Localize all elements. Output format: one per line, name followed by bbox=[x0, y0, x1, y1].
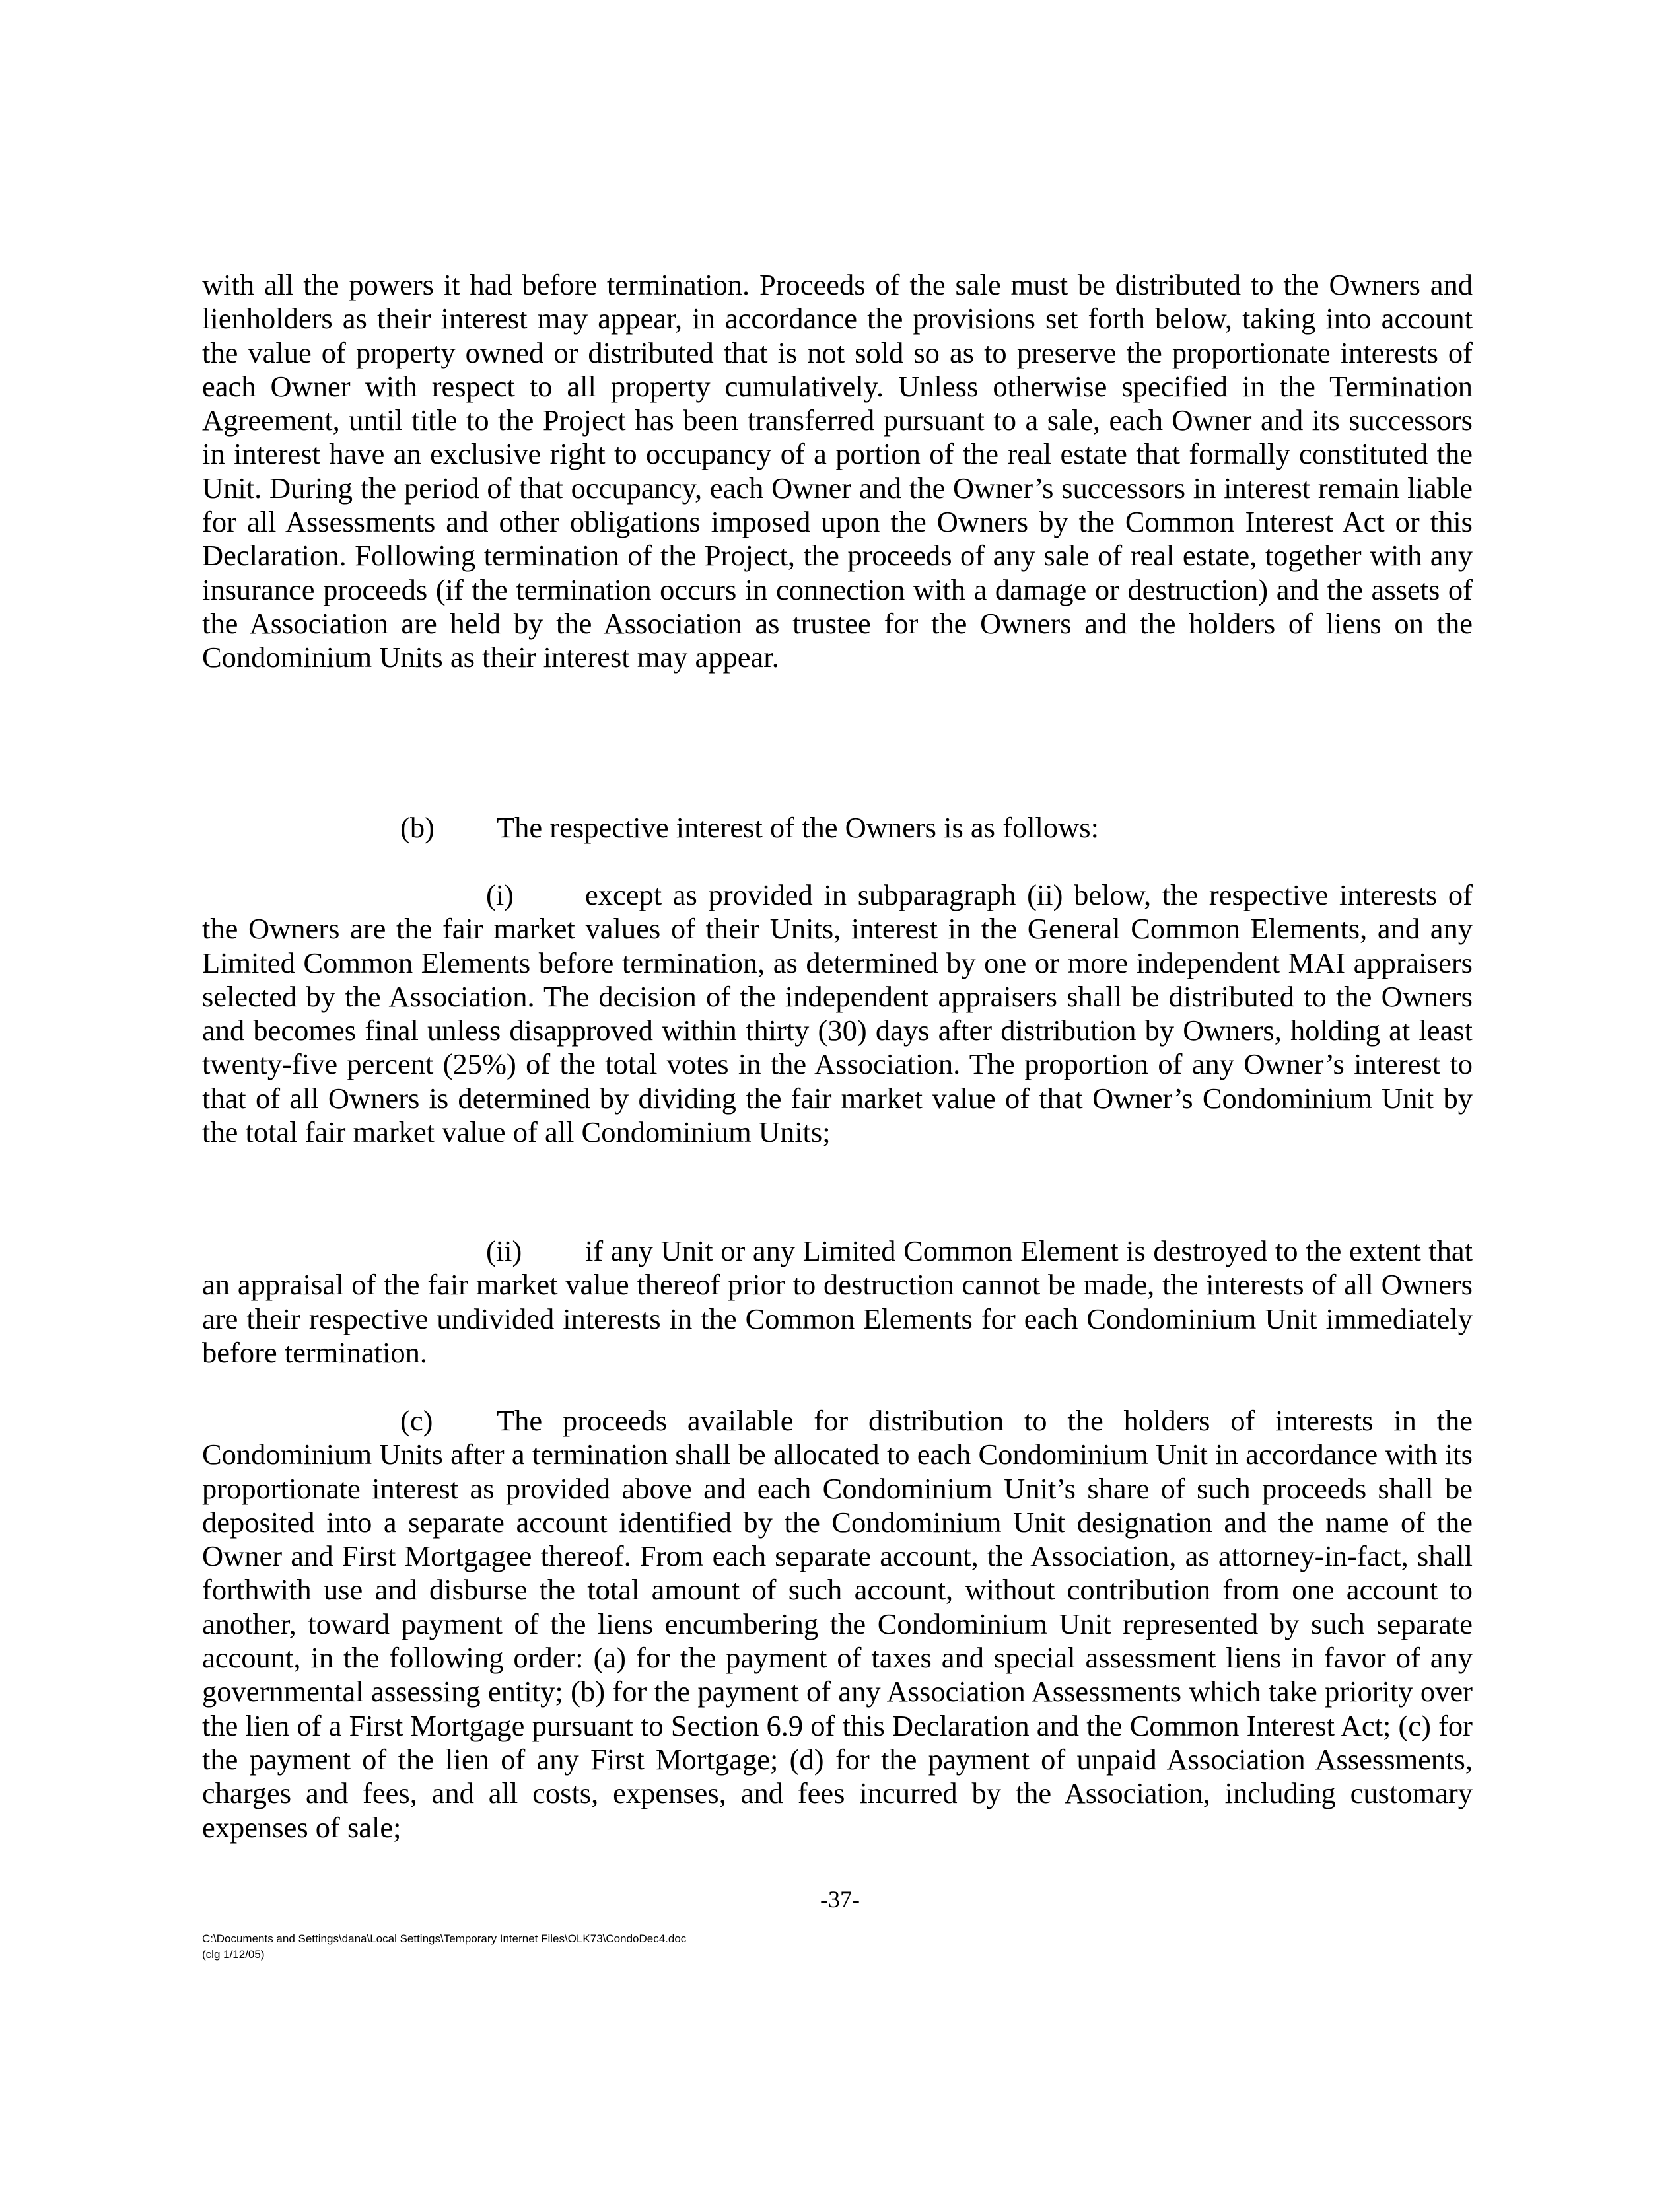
paragraph-b-ii-marker: (ii) bbox=[486, 1234, 522, 1267]
paragraph-b-ii bbox=[202, 1234, 1473, 1370]
paragraph-b-i-text: except as provided in subparagraph (ii) below, the respective interests of the Owners are the fair market values of their Units, interest in the General Common Elements, and any Limited Common Elements before termination, as determined by one or more independent MAI appraisers selected by the Association. The decision of the independent appraisers shall be distributed to the Owners and becomes final unless disapproved within thirty (30) days after distribution by Owners, holding at least twenty-five percent (25%) of the total votes in the Association. The proportion of any Owner’s interest to that of all Owners is determined by dividing the fair market value of that Owner’s Condominium Unit by the total fair market value of all Condominium Units; bbox=[202, 878, 1473, 1149]
paragraph-b-ii-text: if any Unit or any Limited Common Element is destroyed to the extent that an appraisal of the fair market value thereof prior to destruction cannot be made, the interests of all Owners are their respective undivided interests in the Common Elements for each Condominium Unit immediately before termination. bbox=[202, 1234, 1473, 1369]
paragraph-c bbox=[202, 1404, 1473, 1844]
paragraph-b-i bbox=[202, 878, 1473, 1149]
paragraph-b bbox=[202, 811, 1473, 845]
paragraph-continuation: with all the powers it had before termination. Proceeds of the sale must be distributed to the Owners and lienholders as their interest may appear, in accordance the provisions set forth below, taking into account the value of property owned or distributed that is not sold so as to preserve the proportionate interests of each Owner with respect to all property cumulatively. Unless otherwise specified in the Termination Agreement, until title to the Project has been transferred pursuant to a sale, each Owner and its successors in interest have an exclusive right to occupancy of a portion of the real estate that formally constituted the Unit. During the period of that occupancy, each Owner and the Owner’s successors in interest remain liable for all Assessments and other obligations imposed upon the Owners by the Common Interest Act or this Declaration. Following termination of the Project, the proceeds of any sale of real estate, together with any insurance proceeds (if the termination occurs in connection with a damage or destruction) and the assets of the Association are held by the Association as trustee for the Owners and the holders of liens on the Condominium Units as their interest may appear. bbox=[202, 268, 1473, 674]
paragraph-c-text: The proceeds available for distribution to the holders of interests in the Condominium Units after a termination shall be allocated to each Condominium Unit in accordance with its proportionate interest as provided above and each Condominium Unit’s share of such proceeds shall be deposited into a separate account identified by the Condominium Unit designation and the name of the Owner and First Mortgagee thereof. From each separate account, the Association, as attorney-in-fact, shall forthwith use and disburse the total amount of such account, without contribution from one account to another, toward payment of the liens encumbering the Condominium Unit represented by such separate account, in the following order: (a) for the payment of taxes and special assessment liens in favor of any governmental assessing entity; (b) for the payment of any Association Assessments which take priority over the lien of a First Mortgage pursuant to Section 6.9 of this Declaration and the Common Interest Act; (c) for the payment of the lien of any First Mortgage; (d) for the payment of unpaid Association Assessments, charges and fees, and all costs, expenses, and fees incurred by the Association, including customary expenses of sale; bbox=[202, 1404, 1473, 1844]
document-footer bbox=[202, 1931, 1193, 1963]
paragraph-b-marker: (b) bbox=[400, 811, 435, 844]
paragraph-b-i-marker: (i) bbox=[486, 878, 514, 911]
page-number: -37- bbox=[820, 1886, 860, 1913]
paragraph-b-text: The respective interest of the Owners is as follows: bbox=[497, 811, 1099, 844]
footer-file-path: C:\Documents and Settings\dana\Local Settings\Temporary Internet Files\OLK73\CondoDec4.doc bbox=[202, 1932, 687, 1945]
footer-note: (clg 1/12/05) bbox=[202, 1948, 265, 1961]
paragraph-c-marker: (c) bbox=[400, 1404, 433, 1437]
